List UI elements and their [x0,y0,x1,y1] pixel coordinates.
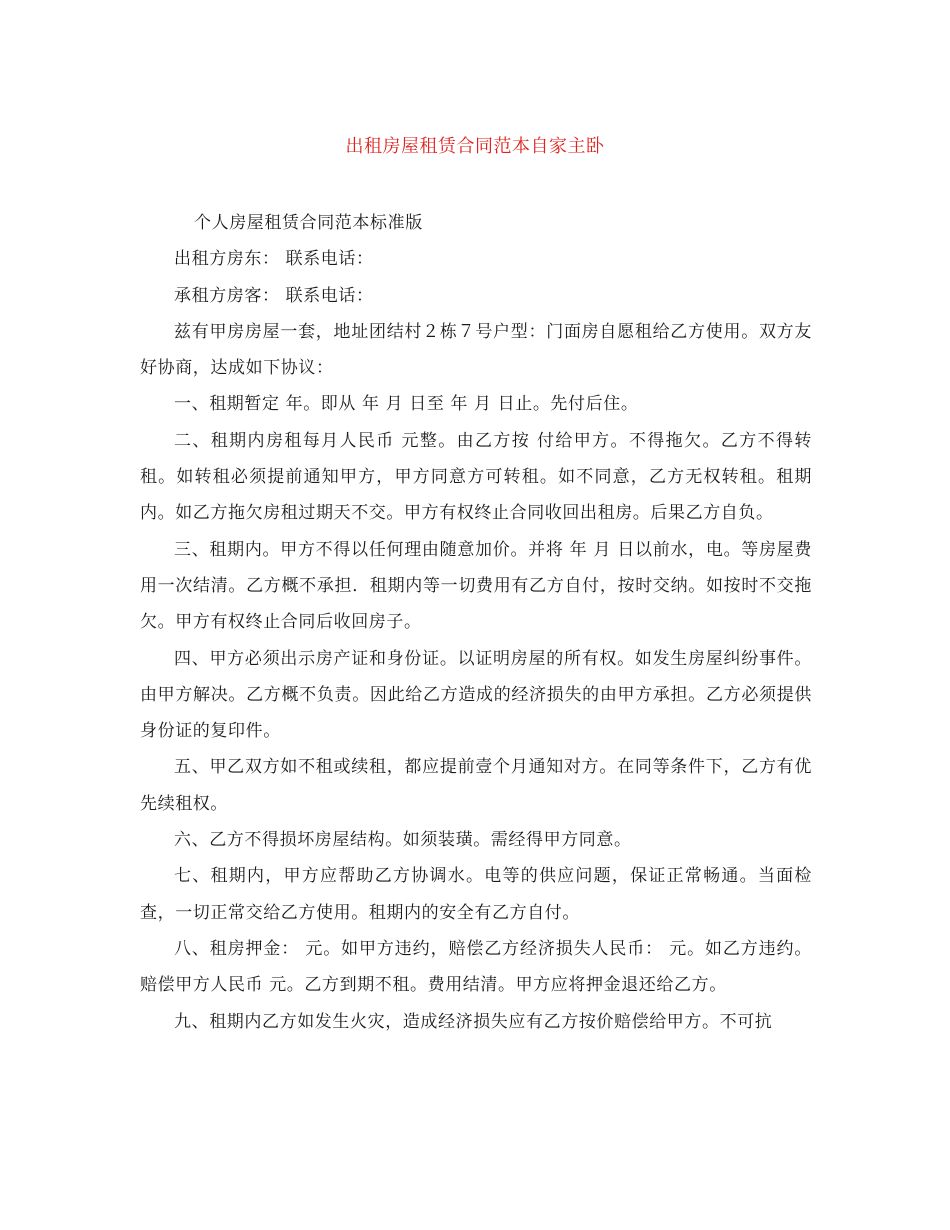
clause-9: 九、租期内乙方如发生火灾，造成经济损失应有乙方按价赔偿给甲方。不可抗 [174,1011,773,1032]
clause-5: 五、甲乙双方如不租或续租，都应提前壹个月通知对方。在同等条件下，乙方有优先续租权。 [140,757,812,814]
clause-4: 四、甲方必须出示房产证和身份证。以证明房屋的所有权。如发生房屋纠纷事件。由甲方解决。乙方概不负责。因此给乙方造成的经济损失的由甲方承担。乙方必须提供身份证的复印件。 [140,648,812,742]
clause-2: 二、租期内房租每月人民币 元整。由乙方按 付给甲方。不得拖欠。乙方不得转租。如转租必须提前通知甲方，甲方同意方可转租。如不同意，乙方无权转租。租期内。如乙方拖欠房租过期天不交。甲方有权终止合同收回出租房。后果乙方自负。 [140,430,812,524]
clause-8: 八、租房押金： 元。如甲方违约，赔偿乙方经济损失人民币： 元。如乙方违约。赔偿甲方人民币 元。乙方到期不租。费用结清。甲方应将押金退还给乙方。 [140,938,812,996]
lessor-line: 出租方房东： 联系电话： [174,249,374,270]
lessee-line: 承租方房客： 联系电话： [174,285,374,306]
clause-3: 三、租期内。甲方不得以任何理由随意加价。并将 年 月 日以前水，电。等房屋费用一次结清。乙方概不承担．租期内等一切费用有乙方自付，按时交纳。如按时不交拖欠。甲方有权终止合同后收回房子。 [140,539,812,633]
document-title: 出租房屋租赁合同范本自家主卧 [345,136,605,157]
clause-6: 六、乙方不得损坏房屋结构。如须装璜。需经得甲方同意。 [174,830,632,851]
document-body [140,205,812,1040]
document-subtitle: 个人房屋租赁合同范本标准版 [194,213,423,233]
clause-1: 一、租期暂定 年。即从 年 月 日至 年 月 日止。先付后住。 [174,394,639,415]
intro-paragraph: 兹有甲房房屋一套，地址团结村２栋７号户型：门面房自愿租给乙方使用。双方友好协商，达成如下协议： [140,321,812,379]
clause-7: 七、租期内，甲方应帮助乙方协调水。电等的供应问题，保证正常畅通。当面检查，一切正常交给乙方使用。租期内的安全有乙方自付。 [140,866,812,923]
